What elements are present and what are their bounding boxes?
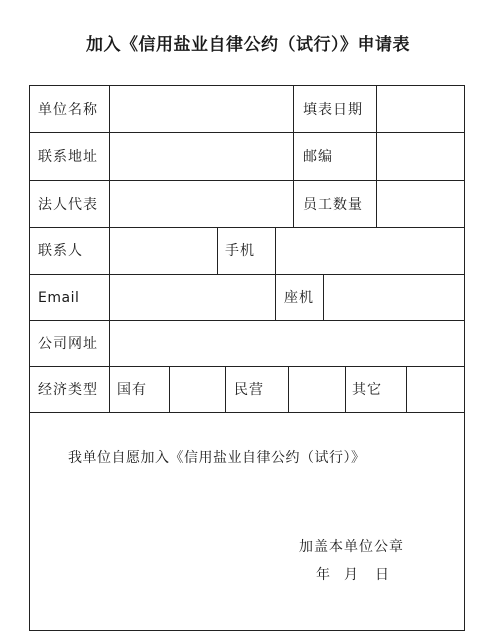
label-mobile: 手机	[225, 243, 255, 259]
col-divider	[109, 366, 110, 412]
date-month: 月	[344, 567, 358, 583]
label-staff-count: 员工数量	[303, 197, 363, 213]
col-divider	[406, 366, 407, 412]
row-divider	[29, 132, 465, 133]
row-divider	[29, 366, 465, 367]
date-year: 年	[316, 567, 330, 583]
seal-note: 加盖本单位公章	[299, 539, 404, 555]
col-divider	[169, 366, 170, 412]
row-divider	[29, 180, 465, 181]
col-divider	[345, 366, 346, 412]
col-divider	[109, 85, 110, 227]
col-divider	[275, 274, 276, 320]
label-legal-rep: 法人代表	[38, 197, 98, 213]
label-landline: 座机	[284, 290, 314, 306]
label-state-owned: 国有	[117, 382, 147, 398]
col-divider	[217, 227, 218, 274]
label-other: 其它	[352, 382, 382, 398]
col-divider	[288, 366, 289, 412]
col-divider	[109, 227, 110, 274]
label-address: 联系地址	[38, 149, 98, 165]
page-title: 加入《信用盐业自律公约（试行）》申请表	[86, 35, 410, 55]
col-divider	[293, 85, 294, 227]
label-unit-name: 单位名称	[38, 102, 98, 118]
col-divider	[225, 366, 226, 412]
membership-statement: 我单位自愿加入《信用盐业自律公约（试行）》	[68, 450, 366, 466]
label-email: Email	[38, 290, 80, 306]
col-divider	[109, 320, 110, 366]
label-postcode: 邮编	[303, 149, 333, 165]
row-divider	[29, 412, 465, 413]
label-fill-date: 填表日期	[303, 102, 363, 118]
label-econ-type: 经济类型	[38, 382, 98, 398]
row-divider	[29, 320, 465, 321]
col-divider	[109, 274, 110, 320]
row-divider	[29, 274, 465, 275]
row-divider	[29, 227, 465, 228]
label-contact: 联系人	[38, 243, 83, 259]
col-divider	[376, 85, 377, 227]
label-website: 公司网址	[38, 336, 98, 352]
label-private: 民营	[234, 382, 264, 398]
col-divider	[275, 227, 276, 274]
date-day: 日	[375, 567, 389, 583]
col-divider	[323, 274, 324, 320]
